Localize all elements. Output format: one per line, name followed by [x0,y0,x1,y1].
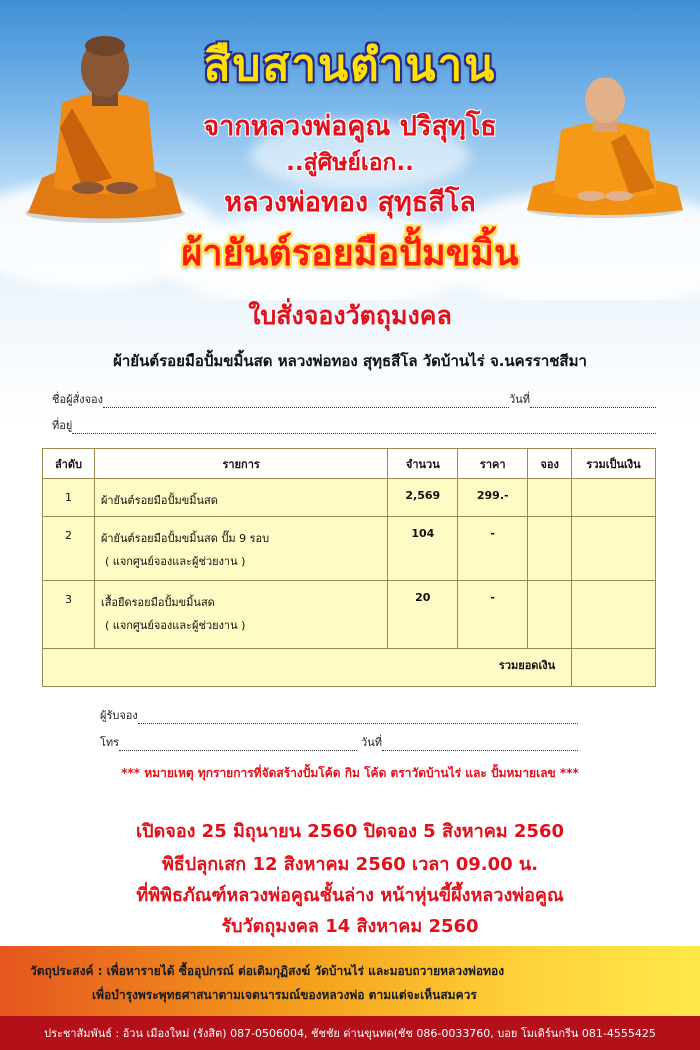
table-total-row [43,649,656,687]
row-item [94,581,387,649]
phone-field[interactable] [119,740,357,751]
receiver-phone-row [100,733,578,751]
orderer-name-row [52,390,656,408]
row-no: 3 [43,581,95,649]
row-total-cell[interactable] [572,517,656,581]
row-item-name: เสื้อยืดรอยมือปั้มขมิ้นสด [100,596,215,609]
row-qty: 20 [388,581,458,649]
row-item-name: ผ้ายันต์รอยมือปั้มขมิ้นสด ปั๊ม 9 รอบ [100,532,270,545]
schedule-line: รับวัตถุมงคล 14 สิงหาคม 2560 [221,916,479,937]
grand-total-cell[interactable] [572,649,656,687]
row-price: - [458,517,528,581]
orderer-name-field[interactable] [103,397,509,408]
receive-date-field[interactable] [382,740,578,751]
address-label: ที่อยู่ [52,419,73,432]
row-reserve-cell[interactable] [528,581,572,649]
address-row [52,416,656,434]
order-form-subtitle: ผ้ายันต์รอยมือปั้มขมิ้นสด หลวงพ่อทอง สุทฺธสีโล วัดบ้านไร่ จ.นครราชสีมา [113,352,587,370]
subtitle-line-2: ..สู่ศิษย์เอก.. [286,150,414,176]
orderer-name-label: ชื่อผู้สั่งจอง [52,393,104,406]
contact-text: ประชาสัมพันธ์ : อ้วน เมืองใหม่ (รังสิต) 087-0506004, ชัชชัย ด่านขุนทด(ชัช 086-0033760, บอย โมเดิร์นกรีน 081-4555425 [44,1027,656,1040]
receive-date-label: วันที่ [361,736,382,749]
row-no: 1 [43,479,95,517]
table-row [43,479,656,517]
row-qty: 104 [388,517,458,581]
remark-note: *** หมายเหตุ ทุกรายการที่จัดสร้างปั้มโค้ด กิม โค้ด ตราวัดบ้านไร่ และ ปั้มหมายเลข *** [121,766,579,780]
schedule-line: พิธีปลุกเสก 12 สิงหาคม 2560 เวลา 09.00 น. [161,854,539,875]
table-row [43,581,656,649]
row-qty: 2,569 [388,479,458,517]
receiver-label: ผู้รับจอง [100,709,138,722]
receiver-field[interactable] [138,713,578,724]
row-item [94,517,387,581]
col-header-no: ลำดับ [43,449,95,479]
row-price: - [458,581,528,649]
contact-footer [0,1016,700,1050]
row-reserve-cell[interactable] [528,479,572,517]
main-title: สืบสานตำนาน [203,40,497,91]
order-form-title: ใบสั่งจองวัตถุมงคล [248,301,452,330]
subtitle-line-3: หลวงพ่อทอง สุทฺธสีโล [224,187,476,218]
col-header-price: ราคา [458,449,528,479]
address-field[interactable] [72,423,656,434]
purpose-line-2: เพื่อบำรุงพระพุทธศาสนาตามเจตนารมณ์ของหลวงพ่อ ตามแต่จะเห็นสมควร [92,988,477,1002]
col-header-item: รายการ [94,449,387,479]
row-price: 299.- [458,479,528,517]
order-date-label: วันที่ [509,393,530,406]
purpose-line-1: วัตถุประสงค์ : เพื่อหารายได้ ซื้ออุปกรณ์ ต่อเติมกุฏิสงฆ์ วัดบ้านไร่ และมอบถวายหลวงพ่อทอง [30,964,505,978]
row-no: 2 [43,517,95,581]
row-total-cell[interactable] [572,581,656,649]
col-header-reserve: จอง [528,449,572,479]
row-item [94,479,387,517]
row-reserve-cell[interactable] [528,517,572,581]
product-title: ผ้ายันต์รอยมือปั้มขมิ้น [181,233,519,274]
row-item-note: ( แจกศูนย์จองและผู้ช่วยงาน ) [104,555,246,568]
table-header-row [43,449,656,479]
subtitle-line-1: จากหลวงพ่อคูณ ปริสุทฺโธ [203,111,497,142]
row-item-name: ผ้ายันต์รอยมือปั้มขมิ้นสด [100,494,218,507]
row-item-note: ( แจกศูนย์จองและผู้ช่วยงาน ) [104,619,246,632]
order-date-field[interactable] [530,397,656,408]
receiver-row [100,706,578,724]
col-header-qty: จำนวน [388,449,458,479]
row-total-cell[interactable] [572,479,656,517]
purpose-banner [0,946,700,1016]
schedule-line: เปิดจอง 25 มิถุนายน 2560 ปิดจอง 5 สิงหาคม 2560 [136,821,564,842]
total-label: รวมยอดเงิน [43,649,572,687]
col-header-total: รวมเป็นเงิน [572,449,656,479]
table-row [43,517,656,581]
phone-label: โทร [100,736,120,749]
schedule-line: ที่พิพิธภัณฑ์หลวงพ่อคูณชั้นล่าง หน้าหุ่นขี้ผึ้งหลวงพ่อคูณ [136,885,564,906]
order-items-table [42,448,656,687]
